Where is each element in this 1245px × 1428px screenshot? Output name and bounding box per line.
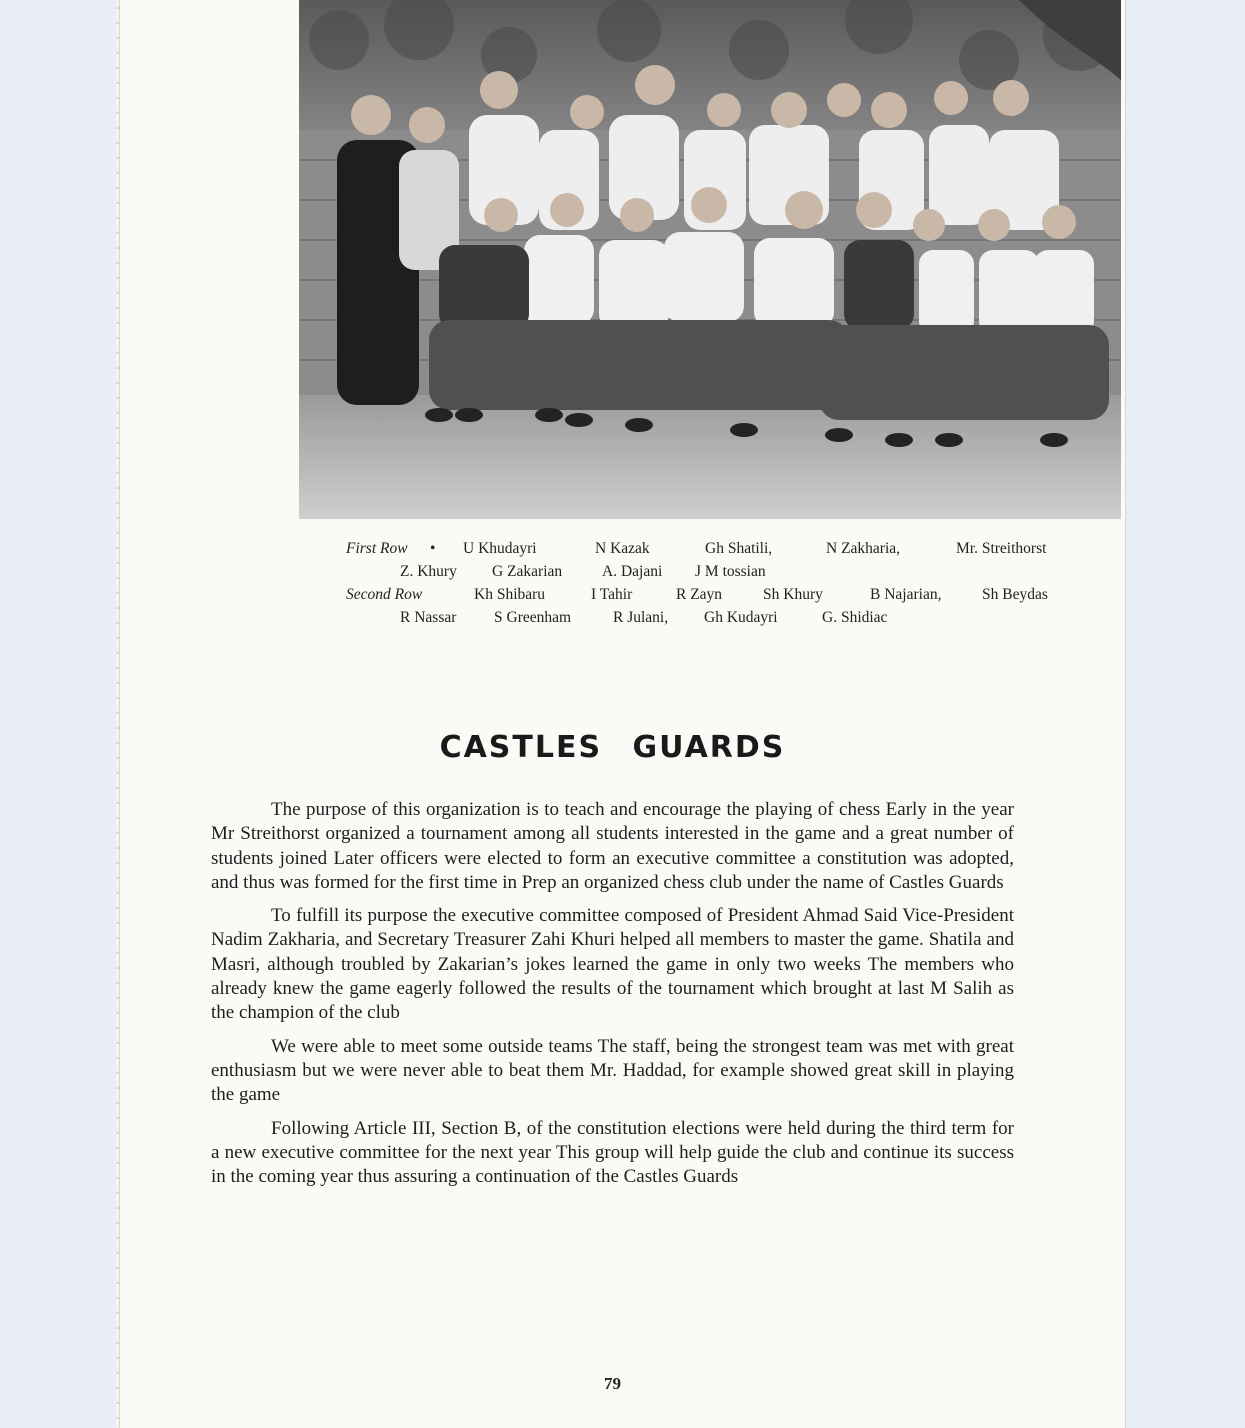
article-body	[211, 798, 1014, 1198]
caption-name: B Najarian,	[870, 586, 942, 603]
caption-first-row-line-2	[346, 561, 1106, 584]
group-photo-illustration	[299, 0, 1121, 519]
caption-name: Gh Kudayri	[704, 609, 778, 626]
second-row-label: Second Row	[346, 586, 423, 603]
page-number: 79	[604, 1374, 621, 1393]
caption-name: R Zayn	[676, 586, 723, 603]
caption-name: N Kazak	[595, 540, 650, 557]
article-title: CASTLES GUARDS	[439, 730, 786, 765]
caption-second-row-line-2	[346, 607, 1106, 630]
group-photo	[299, 0, 1121, 519]
article-paragraph: The purpose of this organization is to teach and encourage the playing of chess Early in the year Mr Streithorst organized a tournament among all students interested in the game and a great number of students joined Later officers were elected to form an executive committee a constitution was adopted, and thus was formed for the first time in Prep an organized chess club under the name of Castles Guards	[211, 799, 1014, 893]
caption-name: R Julani,	[613, 609, 669, 626]
caption-name: A. Dajani	[602, 563, 663, 580]
caption-name: Z. Khury	[400, 563, 457, 580]
caption-name: G Zakarian	[492, 563, 563, 580]
first-row-separator: •	[430, 540, 436, 557]
caption-first-row-line-1	[346, 538, 1106, 561]
caption-name: G. Shidiac	[822, 609, 888, 626]
caption-name: R Nassar	[400, 609, 457, 626]
caption-name: Sh Beydas	[982, 586, 1048, 603]
caption-second-row-line-1	[346, 584, 1106, 607]
caption-name: Kh Shibaru	[474, 586, 546, 603]
article-paragraph: To fulfill its purpose the executive committee composed of President Ahmad Said Vice-President Nadim Zakharia, and Secretary Treasurer Zahi Khuri helped all members to master the game. Shatila and Masri, although troubled by Zakarian’s jokes learned the game in only two weeks The members who already knew the game eagerly followed the results of the tournament which brought at last M Salih as the champion of the club	[211, 905, 1014, 1024]
caption-name: I Tahir	[591, 586, 633, 603]
caption-name: S Greenham	[494, 609, 572, 626]
first-row-label: First Row	[346, 540, 408, 557]
article-paragraph: Following Article III, Section B, of the constitution elections were held during the third term for a new executive committee for the next year This group will help guide the club and continue its success in the coming year thus assuring a continuation of the Castles Guards	[211, 1117, 1014, 1188]
caption-name: Gh Shatili,	[705, 540, 773, 557]
photo-caption	[346, 538, 1106, 630]
caption-name: Mr. Streithorst	[956, 540, 1047, 557]
caption-name: N Zakharia,	[826, 540, 901, 557]
caption-name: J M tossian	[695, 563, 766, 580]
caption-name: Sh Khury	[763, 586, 823, 603]
caption-name: U Khudayri	[463, 540, 537, 557]
article-paragraph: We were able to meet some outside teams The staff, being the strongest team was met with great enthusiasm but we were never able to beat them Mr. Haddad, for example showed great skill in playing the game	[211, 1035, 1014, 1106]
